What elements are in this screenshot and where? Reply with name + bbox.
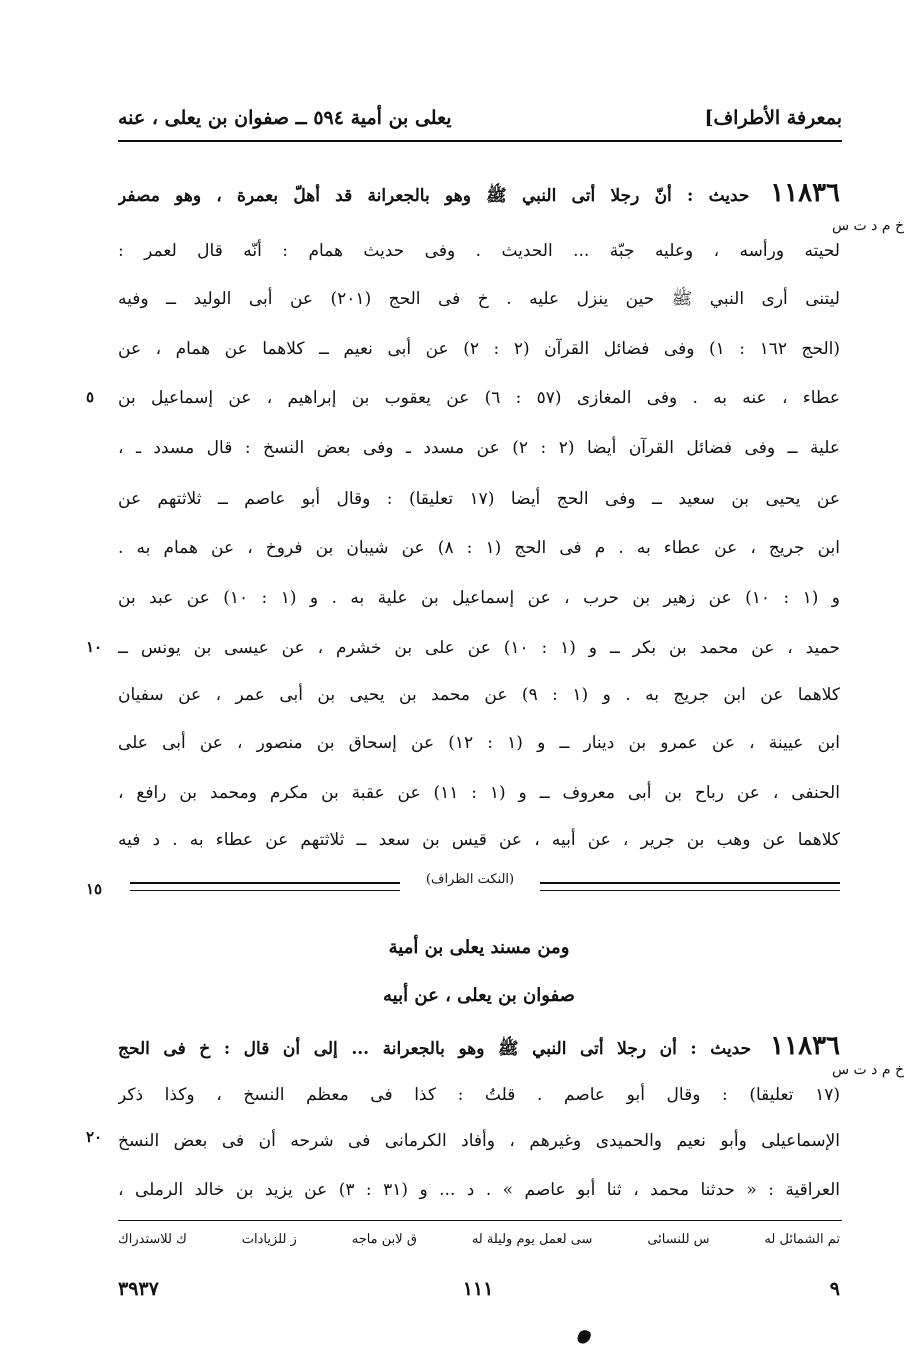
entry2-text: حديث : أن رجلا أتى النبي ﷺ وهو بالجعرانة ... إلى أن قال : خ فى الحج: [118, 1039, 752, 1059]
page-footer: [118, 1278, 840, 1308]
abbrev-item: ق لابن ماجه: [351, 1232, 417, 1247]
entry1-number: ١١٨٣٦: [770, 178, 840, 208]
entry1-line-9: و (١ : ١٠) عن زهير بن حرب ، عن إسماعيل بن علية به . و (١ : ١٠) عن عبد بن: [118, 588, 840, 608]
entry1-line-8: ابن جريج ، عن عطاء به . م فى الحج (١ : ٨) عن شيبان بن فروخ ، عن همام به .: [118, 538, 840, 558]
entry2-sigla: خ م د ت س: [831, 1062, 904, 1078]
section-subtitle: صفوان بن يعلى ، عن أبيه: [383, 985, 575, 1006]
abbrev-item: ز للزيادات: [241, 1232, 297, 1247]
page-number: ١١١: [462, 1278, 494, 1300]
entry1-line-2: لحيته ورأسه ، وعليه جبّة ... الحديث . وفى حديث همام : أنّه قال لعمر :: [118, 241, 840, 261]
abbrev-item: ك للاستدراك: [118, 1232, 187, 1247]
entry1-line-4: (الحج ١٦٢ : ١) وفى فضائل القرآن (٢ : ٢) عن أبى نعيم ــ كلاهما عن همام ، عن: [118, 339, 840, 359]
divider-rule-right: [540, 882, 840, 891]
margin-line-number: ١٥: [86, 880, 103, 898]
section-title: ومن مسند يعلى بن أمية: [388, 937, 570, 958]
global-page-number: ٣٩٣٧: [118, 1278, 159, 1300]
entry2-line-2: (١٧ تعليقا) : وقال أبو عاصم . قلتُ : كذا فى معظم النسخ ، وكذا ذكر: [118, 1085, 840, 1105]
header-subtitle: يعلى بن أمية ٥٩٤ ــ صفوان بن يعلى ، عنه: [118, 107, 452, 129]
entry2-line-1: [118, 1028, 840, 1064]
section-divider: [130, 872, 840, 894]
entry1-line-3: ليتنى أرى النبي ﷺ حين ينزل عليه . خ فى الحج (٢٠١) عن أبى الوليد ــ وفيه: [118, 289, 840, 309]
abbreviations-key: [118, 1232, 840, 1260]
abbrev-item: تم الشمائل له: [764, 1232, 840, 1247]
entry1-line-14: كلاهما عن وهب بن جرير ، عن أبيه ، عن قيس بن سعد ــ ثلاثتهم عن عطاء به . د فيه: [118, 830, 840, 850]
margin-line-number: ٥: [86, 388, 95, 406]
margin-line-number: ١٠: [86, 638, 103, 656]
entry1-line-13: الحنفى ، عن رباح بن أبى معروف ــ و (١ : ١١) عن عقبة بن مكرم ومحمد بن رافع ،: [118, 783, 840, 803]
entry2-number: ١١٨٣٦: [770, 1031, 840, 1061]
abbrev-item: س للنسائى: [647, 1232, 710, 1247]
footnote-rule: [118, 1220, 842, 1221]
abbrev-item: سى لعمل يوم وليلة له: [471, 1232, 593, 1247]
entry1-line-12: ابن عيينة ، عن عمرو بن دينار ــ و (١ : ١٢) عن إسحاق بن منصور ، عن أبى على: [118, 733, 840, 753]
running-header: [118, 100, 842, 136]
ink-blot: [576, 1328, 592, 1345]
margin-line-number: ٢٠: [86, 1128, 103, 1146]
entry1-line-1: [118, 175, 840, 211]
entry1-line-5: عطاء ، عنه به . وفى المغازى (٥٧ : ٦) عن يعقوب بن إبراهيم ، عن إسماعيل بن: [118, 388, 840, 408]
entry1-line-6: علية ــ وفى فضائل القرآن أيضا (٢ : ٢) عن مسدد ـ وفى بعض النسخ : قال مسدد ـ ،: [118, 438, 840, 458]
entry1-text: حديث : أنّ رجلا أتى النبي ﷺ وهو بالجعرانة قد أهلّ بعمرة ، وهو مصفر: [118, 186, 750, 206]
volume-number: ٩: [829, 1278, 840, 1300]
entry2-line-3: الإسماعيلى وأبو نعيم والحميدى وغيرهم ، وأفاد الكرمانى فى شرحه أن فى بعض النسخ: [118, 1131, 840, 1151]
entry1-sigla: خ م د ت س: [831, 218, 904, 234]
header-title: بمعرفة الأطراف]: [704, 107, 842, 129]
divider-label: (النكت الظراف): [425, 872, 515, 887]
entry1-line-10: حميد ، عن محمد بن بكر ــ و (١ : ١٠) عن على بن خشرم ، عن عيسى بن يونس ــ: [118, 638, 840, 658]
entry1-line-11: كلاهما عن ابن جريج به . و (١ : ٩) عن محمد بن يحيى بن أبى عمر ، عن سفيان: [118, 685, 840, 705]
divider-rule-left: [130, 882, 400, 891]
entry1-line-7: عن يحيى بن سعيد ــ وفى الحج أيضا (١٧ تعليقا) : وقال أبو عاصم ــ ثلاثتهم عن: [118, 489, 840, 509]
entry2-line-4: العراقية : « حدثنا محمد ، ثنا أبو عاصم » . د ... و (٣١ : ٣) عن يزيد بن خالد الرملى ،: [118, 1180, 840, 1200]
header-rule: [118, 140, 842, 142]
